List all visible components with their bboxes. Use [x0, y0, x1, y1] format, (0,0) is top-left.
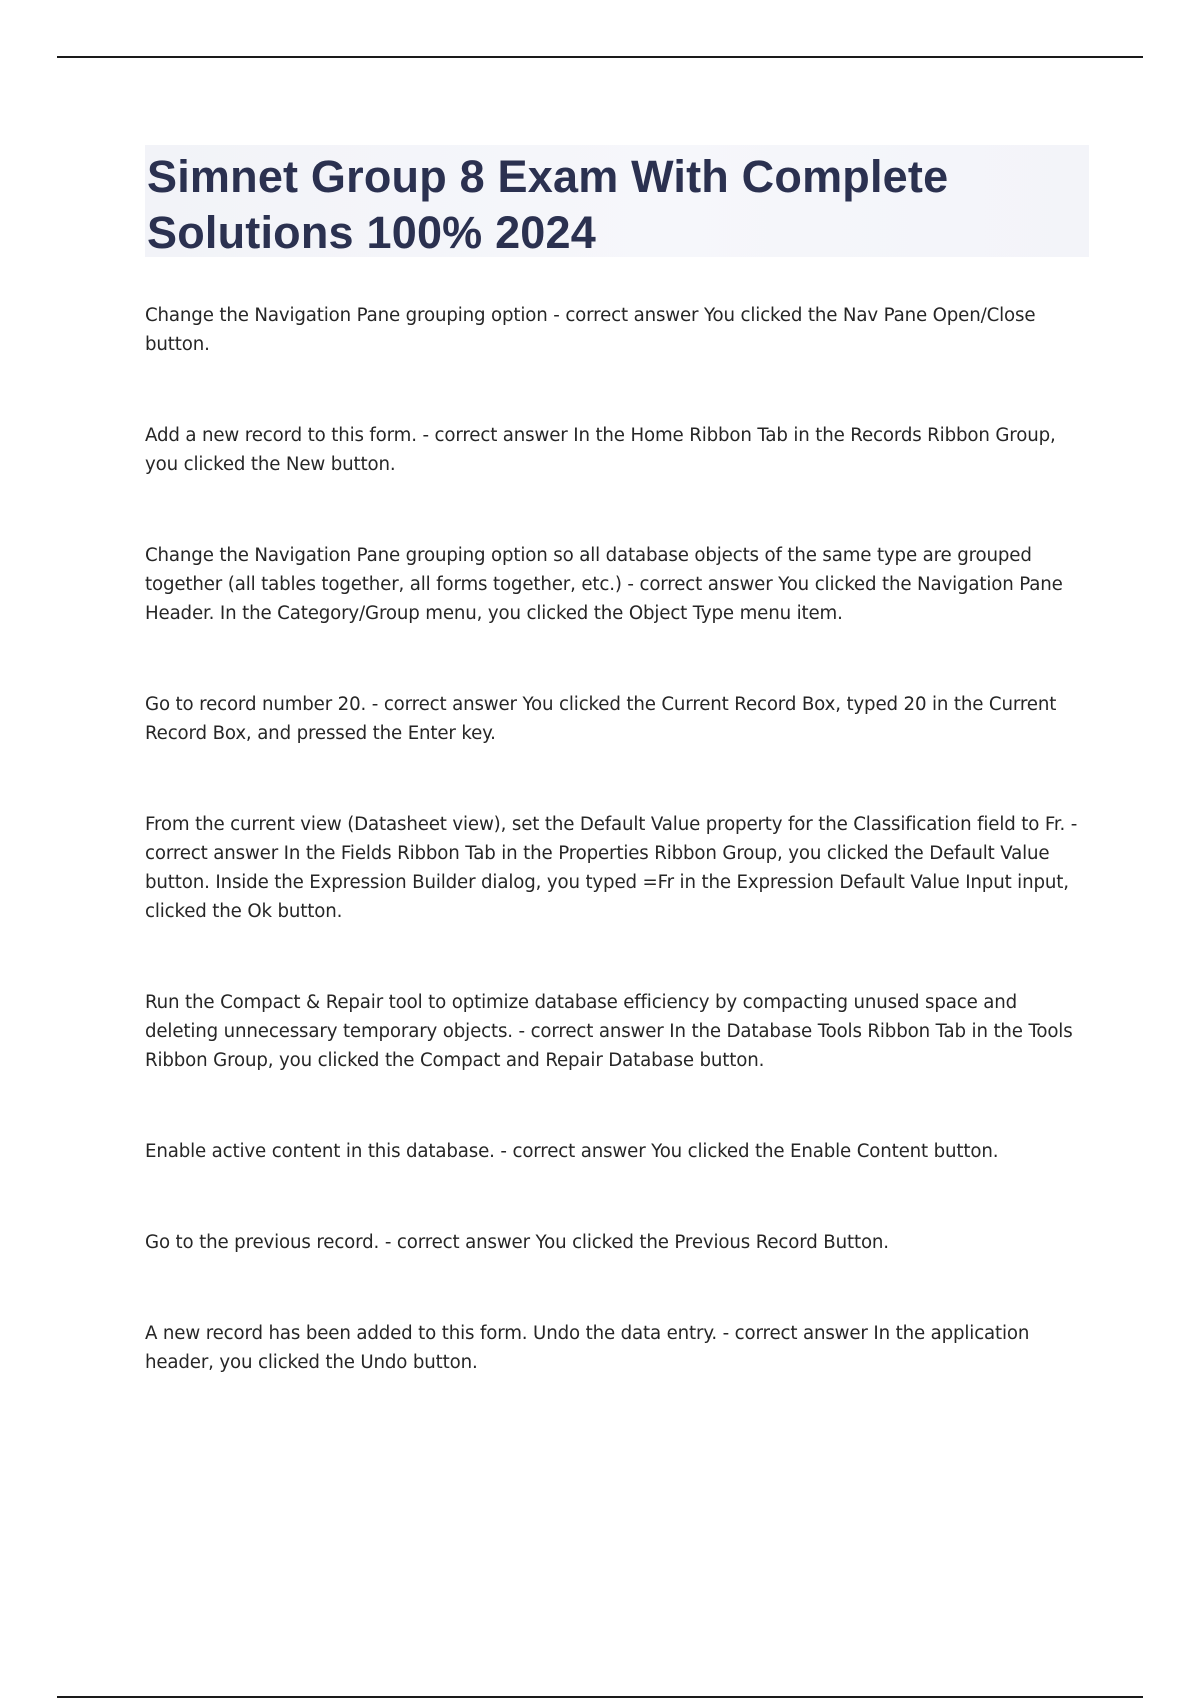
qa-entry: Go to the previous record. - correct answer You clicked the Previous Record Button. — [145, 1232, 889, 1253]
bottom-divider — [57, 1696, 1143, 1698]
qa-entry: From the current view (Datasheet view), set the Default Value property for the Classification field to Fr. - correct answer In the Fields Ribbon Tab in the Properties Ribbon Group, you clicked the Default Value button. Inside the Expression Builder dialog, you typed =Fr in the Expression Default Value Input input, clicked the Ok button. — [145, 814, 1078, 922]
qa-list — [145, 301, 1085, 1377]
title-block — [145, 145, 1089, 257]
top-divider — [57, 56, 1143, 58]
qa-entry: Run the Compact & Repair tool to optimize database efficiency by compacting unused space and deleting unnecessary temporary objects. - correct answer In the Database Tools Ribbon Tab in the Tools Ribbon Group, you clicked the Compact and Repair Database button. — [145, 992, 1073, 1071]
qa-entry: Go to record number 20. - correct answer You clicked the Current Record Box, typed 20 in the Current Record Box, and pressed the Enter key. — [145, 694, 1057, 744]
document-title: Simnet Group 8 Exam With Complete Solutions 100% 2024 — [147, 151, 949, 258]
qa-entry: Enable active content in this database. - correct answer You clicked the Enable Content button. — [145, 1141, 999, 1162]
qa-entry: Change the Navigation Pane grouping option so all database objects of the same type are grouped together (all tables together, all forms together, etc.) - correct answer You clicked the Navigation Pane Header. In the Category/Group menu, you clicked the Object Type menu item. — [145, 545, 1063, 624]
qa-entry: Change the Navigation Pane grouping option - correct answer You clicked the Nav Pane Open/Close button. — [145, 305, 1036, 355]
qa-entry: Add a new record to this form. - correct answer In the Home Ribbon Tab in the Records Ribbon Group, you clicked the New button. — [145, 425, 1056, 475]
qa-entry: A new record has been added to this form. Undo the data entry. - correct answer In the application header, you clicked the Undo button. — [145, 1323, 1030, 1373]
